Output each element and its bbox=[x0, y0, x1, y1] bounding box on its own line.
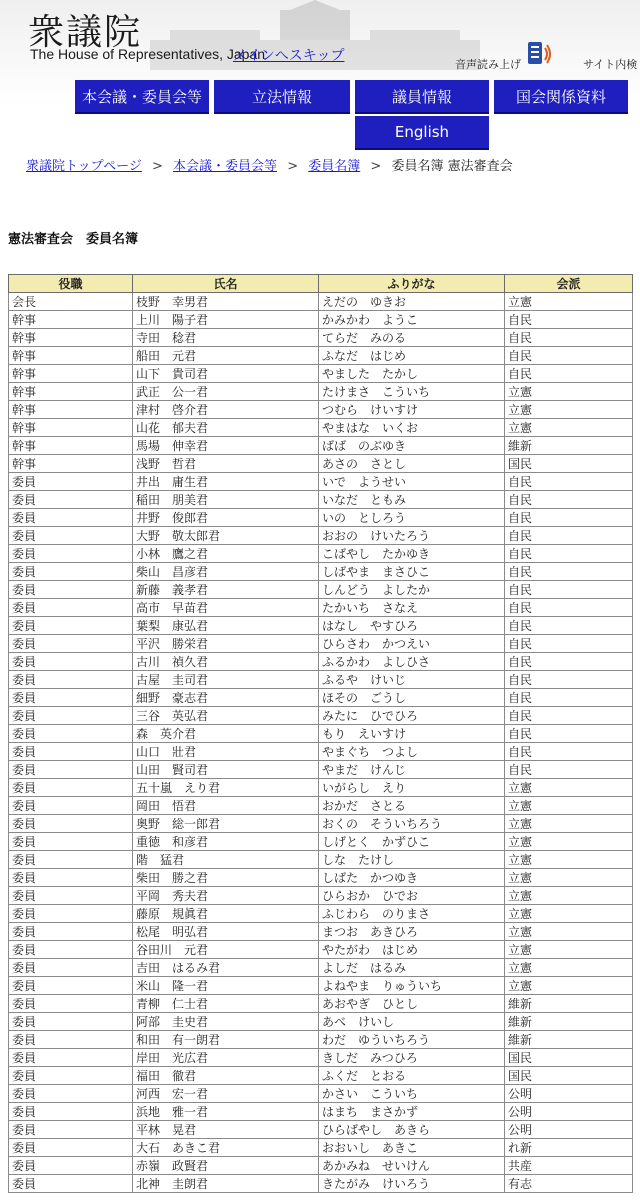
nav-english[interactable]: English bbox=[355, 116, 489, 150]
breadcrumb-separator: > bbox=[287, 159, 299, 174]
table-row bbox=[9, 329, 633, 347]
cell-name: 三谷 英弘君 bbox=[133, 707, 319, 725]
breadcrumb-current: 委員名簿 憲法審査会 bbox=[391, 159, 513, 174]
cell-name: 岡田 悟君 bbox=[133, 797, 319, 815]
nav-plenary-committees[interactable]: 本会議・委員会等 bbox=[75, 80, 209, 114]
table-row bbox=[9, 1049, 633, 1067]
cell-party: 共産 bbox=[505, 1157, 633, 1175]
cell-name: 吉田 はるみ君 bbox=[133, 959, 319, 977]
table-row bbox=[9, 815, 633, 833]
breadcrumb-separator: > bbox=[370, 159, 382, 174]
cell-position: 委員 bbox=[9, 1103, 133, 1121]
cell-name: 大野 敬太郎君 bbox=[133, 527, 319, 545]
cell-furigana: やまはな いくお bbox=[319, 419, 505, 437]
cell-furigana: ばば のぶゆき bbox=[319, 437, 505, 455]
cell-position: 委員 bbox=[9, 707, 133, 725]
cell-position: 委員 bbox=[9, 581, 133, 599]
cell-furigana: ふじわら のりまさ bbox=[319, 905, 505, 923]
cell-name: 津村 啓介君 bbox=[133, 401, 319, 419]
table-row bbox=[9, 833, 633, 851]
speech-readout-icon[interactable] bbox=[526, 40, 552, 70]
cell-name: 米山 隆一君 bbox=[133, 977, 319, 995]
cell-party: 自民 bbox=[505, 581, 633, 599]
header-furigana: ふりがな bbox=[319, 275, 505, 293]
cell-furigana: おくの そういちろう bbox=[319, 815, 505, 833]
site-subtitle: The House of Representatives, Japan bbox=[30, 46, 266, 62]
cell-name: 寺田 稔君 bbox=[133, 329, 319, 347]
table-row bbox=[9, 671, 633, 689]
table-row bbox=[9, 455, 633, 473]
cell-furigana: ひらおか ひでお bbox=[319, 887, 505, 905]
cell-furigana: ふるや けいじ bbox=[319, 671, 505, 689]
cell-furigana: えだの ゆきお bbox=[319, 293, 505, 311]
cell-furigana: いなだ ともみ bbox=[319, 491, 505, 509]
cell-party: 自民 bbox=[505, 545, 633, 563]
cell-furigana: ふるかわ よしひさ bbox=[319, 653, 505, 671]
cell-furigana: やまぐち つよし bbox=[319, 743, 505, 761]
cell-party: 立憲 bbox=[505, 833, 633, 851]
cell-party: 自民 bbox=[505, 599, 633, 617]
cell-party: 自民 bbox=[505, 491, 633, 509]
cell-furigana: あさの さとし bbox=[319, 455, 505, 473]
cell-name: 赤嶺 政賢君 bbox=[133, 1157, 319, 1175]
cell-position: 幹事 bbox=[9, 383, 133, 401]
cell-party: 自民 bbox=[505, 617, 633, 635]
cell-name: 岸田 光広君 bbox=[133, 1049, 319, 1067]
cell-position: 委員 bbox=[9, 473, 133, 491]
header-name: 氏名 bbox=[133, 275, 319, 293]
cell-party: 立憲 bbox=[505, 851, 633, 869]
cell-party: 自民 bbox=[505, 527, 633, 545]
table-row bbox=[9, 1031, 633, 1049]
cell-party: 自民 bbox=[505, 365, 633, 383]
cell-furigana: やたがわ はじめ bbox=[319, 941, 505, 959]
cell-furigana: もり えいすけ bbox=[319, 725, 505, 743]
cell-furigana: よねやま りゅういち bbox=[319, 977, 505, 995]
cell-party: 自民 bbox=[505, 689, 633, 707]
cell-party: 国民 bbox=[505, 1067, 633, 1085]
cell-party: 維新 bbox=[505, 1013, 633, 1031]
cell-party: 立憲 bbox=[505, 941, 633, 959]
site-search-link[interactable]: サイト内検 bbox=[583, 58, 638, 71]
cell-furigana: ひらばやし あきら bbox=[319, 1121, 505, 1139]
table-row bbox=[9, 761, 633, 779]
table-row bbox=[9, 977, 633, 995]
cell-name: 福田 徹君 bbox=[133, 1067, 319, 1085]
cell-name: 古屋 圭司君 bbox=[133, 671, 319, 689]
cell-furigana: おおいし あきこ bbox=[319, 1139, 505, 1157]
cell-position: 委員 bbox=[9, 887, 133, 905]
cell-furigana: しばやま まさひこ bbox=[319, 563, 505, 581]
cell-party: 自民 bbox=[505, 473, 633, 491]
cell-position: 会長 bbox=[9, 293, 133, 311]
table-row bbox=[9, 797, 633, 815]
cell-position: 委員 bbox=[9, 869, 133, 887]
member-roster-table bbox=[8, 274, 633, 1193]
cell-party: 立憲 bbox=[505, 815, 633, 833]
cell-furigana: しんどう よしたか bbox=[319, 581, 505, 599]
table-row bbox=[9, 725, 633, 743]
cell-position: 委員 bbox=[9, 905, 133, 923]
table-row bbox=[9, 1157, 633, 1175]
table-row bbox=[9, 707, 633, 725]
cell-position: 幹事 bbox=[9, 311, 133, 329]
cell-position: 幹事 bbox=[9, 365, 133, 383]
cell-furigana: あかみね せいけん bbox=[319, 1157, 505, 1175]
table-row bbox=[9, 401, 633, 419]
cell-name: 藤原 規眞君 bbox=[133, 905, 319, 923]
breadcrumb-separator: > bbox=[151, 159, 163, 174]
cell-party: 自民 bbox=[505, 635, 633, 653]
table-row bbox=[9, 437, 633, 455]
cell-party: 自民 bbox=[505, 671, 633, 689]
table-row bbox=[9, 779, 633, 797]
table-row bbox=[9, 311, 633, 329]
cell-furigana: ふくだ とおる bbox=[319, 1067, 505, 1085]
cell-name: 枝野 幸男君 bbox=[133, 293, 319, 311]
table-row bbox=[9, 527, 633, 545]
cell-party: れ新 bbox=[505, 1139, 633, 1157]
cell-party: 立憲 bbox=[505, 869, 633, 887]
table-row bbox=[9, 959, 633, 977]
table-row bbox=[9, 1121, 633, 1139]
cell-position: 委員 bbox=[9, 563, 133, 581]
cell-name: 柴田 勝之君 bbox=[133, 869, 319, 887]
cell-position: 委員 bbox=[9, 1049, 133, 1067]
cell-furigana: はなし やすひろ bbox=[319, 617, 505, 635]
cell-name: 浜地 雅一君 bbox=[133, 1103, 319, 1121]
table-row bbox=[9, 905, 633, 923]
table-row bbox=[9, 383, 633, 401]
cell-party: 公明 bbox=[505, 1085, 633, 1103]
cell-position: 幹事 bbox=[9, 437, 133, 455]
cell-party: 維新 bbox=[505, 437, 633, 455]
cell-party: 自民 bbox=[505, 311, 633, 329]
cell-position: 委員 bbox=[9, 1175, 133, 1193]
cell-position: 委員 bbox=[9, 1067, 133, 1085]
table-row bbox=[9, 1139, 633, 1157]
cell-name: 平沢 勝栄君 bbox=[133, 635, 319, 653]
cell-party: 立憲 bbox=[505, 905, 633, 923]
table-row bbox=[9, 545, 633, 563]
cell-position: 委員 bbox=[9, 689, 133, 707]
breadcrumb-roster[interactable]: 委員名簿 bbox=[308, 159, 361, 174]
cell-position: 委員 bbox=[9, 545, 133, 563]
cell-name: 平林 晃君 bbox=[133, 1121, 319, 1139]
cell-furigana: きしだ みつひろ bbox=[319, 1049, 505, 1067]
cell-party: 国民 bbox=[505, 1049, 633, 1067]
table-row bbox=[9, 509, 633, 527]
cell-position: 委員 bbox=[9, 635, 133, 653]
cell-furigana: しばた かつゆき bbox=[319, 869, 505, 887]
cell-position: 幹事 bbox=[9, 455, 133, 473]
cell-name: 松尾 明弘君 bbox=[133, 923, 319, 941]
cell-name: 井出 庸生君 bbox=[133, 473, 319, 491]
cell-furigana: いで ようせい bbox=[319, 473, 505, 491]
cell-name: 北神 圭朗君 bbox=[133, 1175, 319, 1193]
table-row bbox=[9, 653, 633, 671]
cell-name: 井野 俊郎君 bbox=[133, 509, 319, 527]
cell-furigana: たかいち さなえ bbox=[319, 599, 505, 617]
table-row bbox=[9, 1175, 633, 1193]
table-row bbox=[9, 419, 633, 437]
cell-position: 委員 bbox=[9, 815, 133, 833]
cell-party: 立憲 bbox=[505, 923, 633, 941]
cell-party: 立憲 bbox=[505, 959, 633, 977]
cell-party: 自民 bbox=[505, 509, 633, 527]
cell-party: 維新 bbox=[505, 995, 633, 1013]
cell-party: 公明 bbox=[505, 1103, 633, 1121]
nav-diet-materials[interactable]: 国会関係資料 bbox=[494, 80, 628, 114]
cell-party: 自民 bbox=[505, 563, 633, 581]
cell-party: 自民 bbox=[505, 653, 633, 671]
cell-furigana: よしだ はるみ bbox=[319, 959, 505, 977]
table-row bbox=[9, 851, 633, 869]
cell-position: 幹事 bbox=[9, 401, 133, 419]
cell-position: 委員 bbox=[9, 833, 133, 851]
table-row bbox=[9, 689, 633, 707]
cell-position: 委員 bbox=[9, 653, 133, 671]
cell-party: 立憲 bbox=[505, 383, 633, 401]
header-position: 役職 bbox=[9, 275, 133, 293]
cell-furigana: やました たかし bbox=[319, 365, 505, 383]
cell-furigana: わだ ゆういちろう bbox=[319, 1031, 505, 1049]
speech-readout-label[interactable]: 音声読み上げ bbox=[455, 58, 521, 71]
cell-name: 武正 公一君 bbox=[133, 383, 319, 401]
cell-position: 委員 bbox=[9, 1031, 133, 1049]
cell-furigana: おかだ さとる bbox=[319, 797, 505, 815]
cell-position: 幹事 bbox=[9, 347, 133, 365]
cell-furigana: こばやし たかゆき bbox=[319, 545, 505, 563]
cell-party: 維新 bbox=[505, 1031, 633, 1049]
cell-name: 河西 宏一君 bbox=[133, 1085, 319, 1103]
table-row bbox=[9, 1103, 633, 1121]
cell-party: 自民 bbox=[505, 347, 633, 365]
skip-to-main-link[interactable]: メインへスキップ bbox=[233, 47, 345, 63]
cell-name: 山口 壯君 bbox=[133, 743, 319, 761]
cell-name: 馬場 伸幸君 bbox=[133, 437, 319, 455]
cell-name: 五十嵐 えり君 bbox=[133, 779, 319, 797]
cell-name: 大石 あきこ君 bbox=[133, 1139, 319, 1157]
table-row bbox=[9, 491, 633, 509]
cell-name: 葉梨 康弘君 bbox=[133, 617, 319, 635]
cell-party: 自民 bbox=[505, 707, 633, 725]
cell-position: 委員 bbox=[9, 743, 133, 761]
cell-position: 委員 bbox=[9, 725, 133, 743]
cell-party: 立憲 bbox=[505, 887, 633, 905]
cell-name: 重徳 和彦君 bbox=[133, 833, 319, 851]
cell-position: 委員 bbox=[9, 509, 133, 527]
cell-name: 山花 郁夫君 bbox=[133, 419, 319, 437]
cell-name: 平岡 秀夫君 bbox=[133, 887, 319, 905]
cell-furigana: たけまさ こういち bbox=[319, 383, 505, 401]
page-title: 憲法審査会 委員名簿 bbox=[8, 232, 139, 247]
cell-furigana: てらだ みのる bbox=[319, 329, 505, 347]
cell-party: 自民 bbox=[505, 329, 633, 347]
cell-name: 小林 鷹之君 bbox=[133, 545, 319, 563]
cell-position: 委員 bbox=[9, 617, 133, 635]
cell-furigana: かみかわ ようこ bbox=[319, 311, 505, 329]
cell-party: 立憲 bbox=[505, 293, 633, 311]
table-row bbox=[9, 599, 633, 617]
cell-party: 立憲 bbox=[505, 977, 633, 995]
cell-name: 細野 豪志君 bbox=[133, 689, 319, 707]
cell-name: 山田 賢司君 bbox=[133, 761, 319, 779]
cell-furigana: みたに ひでひろ bbox=[319, 707, 505, 725]
breadcrumb-plenary[interactable]: 本会議・委員会等 bbox=[173, 159, 278, 174]
cell-name: 浅野 哲君 bbox=[133, 455, 319, 473]
site-logo[interactable]: 衆議院 bbox=[28, 12, 143, 53]
cell-position: 委員 bbox=[9, 1085, 133, 1103]
cell-party: 自民 bbox=[505, 761, 633, 779]
cell-position: 委員 bbox=[9, 941, 133, 959]
cell-furigana: きたがみ けいろう bbox=[319, 1175, 505, 1193]
cell-name: 森 英介君 bbox=[133, 725, 319, 743]
cell-name: 古川 禎久君 bbox=[133, 653, 319, 671]
table-row bbox=[9, 581, 633, 599]
cell-furigana: いがらし えり bbox=[319, 779, 505, 797]
header-party: 会派 bbox=[505, 275, 633, 293]
nav-legislation[interactable]: 立法情報 bbox=[214, 80, 350, 114]
cell-name: 稲田 朋美君 bbox=[133, 491, 319, 509]
cell-name: 阿部 圭史君 bbox=[133, 1013, 319, 1031]
cell-party: 立憲 bbox=[505, 419, 633, 437]
cell-position: 委員 bbox=[9, 779, 133, 797]
nav-members[interactable]: 議員情報 bbox=[355, 80, 489, 114]
cell-position: 委員 bbox=[9, 1121, 133, 1139]
cell-position: 幹事 bbox=[9, 419, 133, 437]
table-row bbox=[9, 473, 633, 491]
cell-furigana: しげとく かずひこ bbox=[319, 833, 505, 851]
cell-furigana: あべ けいし bbox=[319, 1013, 505, 1031]
cell-name: 谷田川 元君 bbox=[133, 941, 319, 959]
table-row bbox=[9, 743, 633, 761]
cell-position: 委員 bbox=[9, 599, 133, 617]
cell-furigana: あおやぎ ひとし bbox=[319, 995, 505, 1013]
cell-name: 高市 早苗君 bbox=[133, 599, 319, 617]
cell-party: 有志 bbox=[505, 1175, 633, 1193]
cell-furigana: まつお あきひろ bbox=[319, 923, 505, 941]
table-row bbox=[9, 887, 633, 905]
cell-furigana: いの としろう bbox=[319, 509, 505, 527]
table-row bbox=[9, 347, 633, 365]
cell-party: 立憲 bbox=[505, 779, 633, 797]
cell-position: 委員 bbox=[9, 1157, 133, 1175]
cell-name: 和田 有一朗君 bbox=[133, 1031, 319, 1049]
cell-name: 上川 陽子君 bbox=[133, 311, 319, 329]
cell-position: 委員 bbox=[9, 797, 133, 815]
table-row bbox=[9, 1013, 633, 1031]
table-row bbox=[9, 995, 633, 1013]
table-row bbox=[9, 365, 633, 383]
cell-name: 青柳 仁士君 bbox=[133, 995, 319, 1013]
cell-position: 幹事 bbox=[9, 329, 133, 347]
cell-furigana: ふなだ はじめ bbox=[319, 347, 505, 365]
cell-name: 新藤 義孝君 bbox=[133, 581, 319, 599]
cell-party: 立憲 bbox=[505, 797, 633, 815]
cell-name: 山下 貴司君 bbox=[133, 365, 319, 383]
cell-furigana: おおの けいたろう bbox=[319, 527, 505, 545]
cell-name: 奥野 総一郎君 bbox=[133, 815, 319, 833]
table-row bbox=[9, 635, 633, 653]
cell-position: 委員 bbox=[9, 671, 133, 689]
cell-name: 船田 元君 bbox=[133, 347, 319, 365]
table-header-row bbox=[9, 275, 633, 293]
cell-party: 自民 bbox=[505, 725, 633, 743]
cell-position: 委員 bbox=[9, 995, 133, 1013]
table-row bbox=[9, 617, 633, 635]
cell-furigana: はまち まさかず bbox=[319, 1103, 505, 1121]
cell-position: 委員 bbox=[9, 491, 133, 509]
table-row bbox=[9, 563, 633, 581]
cell-position: 委員 bbox=[9, 527, 133, 545]
table-row bbox=[9, 293, 633, 311]
cell-position: 委員 bbox=[9, 1139, 133, 1157]
cell-position: 委員 bbox=[9, 923, 133, 941]
cell-furigana: つむら けいすけ bbox=[319, 401, 505, 419]
table-row bbox=[9, 941, 633, 959]
cell-position: 委員 bbox=[9, 977, 133, 995]
cell-party: 立憲 bbox=[505, 401, 633, 419]
cell-name: 柴山 昌彦君 bbox=[133, 563, 319, 581]
table-row bbox=[9, 1067, 633, 1085]
cell-furigana: ほその ごうし bbox=[319, 689, 505, 707]
cell-position: 委員 bbox=[9, 761, 133, 779]
table-row bbox=[9, 923, 633, 941]
cell-party: 公明 bbox=[505, 1121, 633, 1139]
cell-furigana: かさい こういち bbox=[319, 1085, 505, 1103]
cell-party: 自民 bbox=[505, 743, 633, 761]
breadcrumb-top[interactable]: 衆議院トップページ bbox=[26, 159, 142, 174]
cell-position: 委員 bbox=[9, 851, 133, 869]
cell-position: 委員 bbox=[9, 1013, 133, 1031]
table-row bbox=[9, 869, 633, 887]
cell-furigana: やまだ けんじ bbox=[319, 761, 505, 779]
cell-name: 階 猛君 bbox=[133, 851, 319, 869]
breadcrumb bbox=[26, 155, 513, 174]
cell-position: 委員 bbox=[9, 959, 133, 977]
table-row bbox=[9, 1085, 633, 1103]
cell-furigana: ひらさわ かつえい bbox=[319, 635, 505, 653]
cell-party: 国民 bbox=[505, 455, 633, 473]
cell-furigana: しな たけし bbox=[319, 851, 505, 869]
